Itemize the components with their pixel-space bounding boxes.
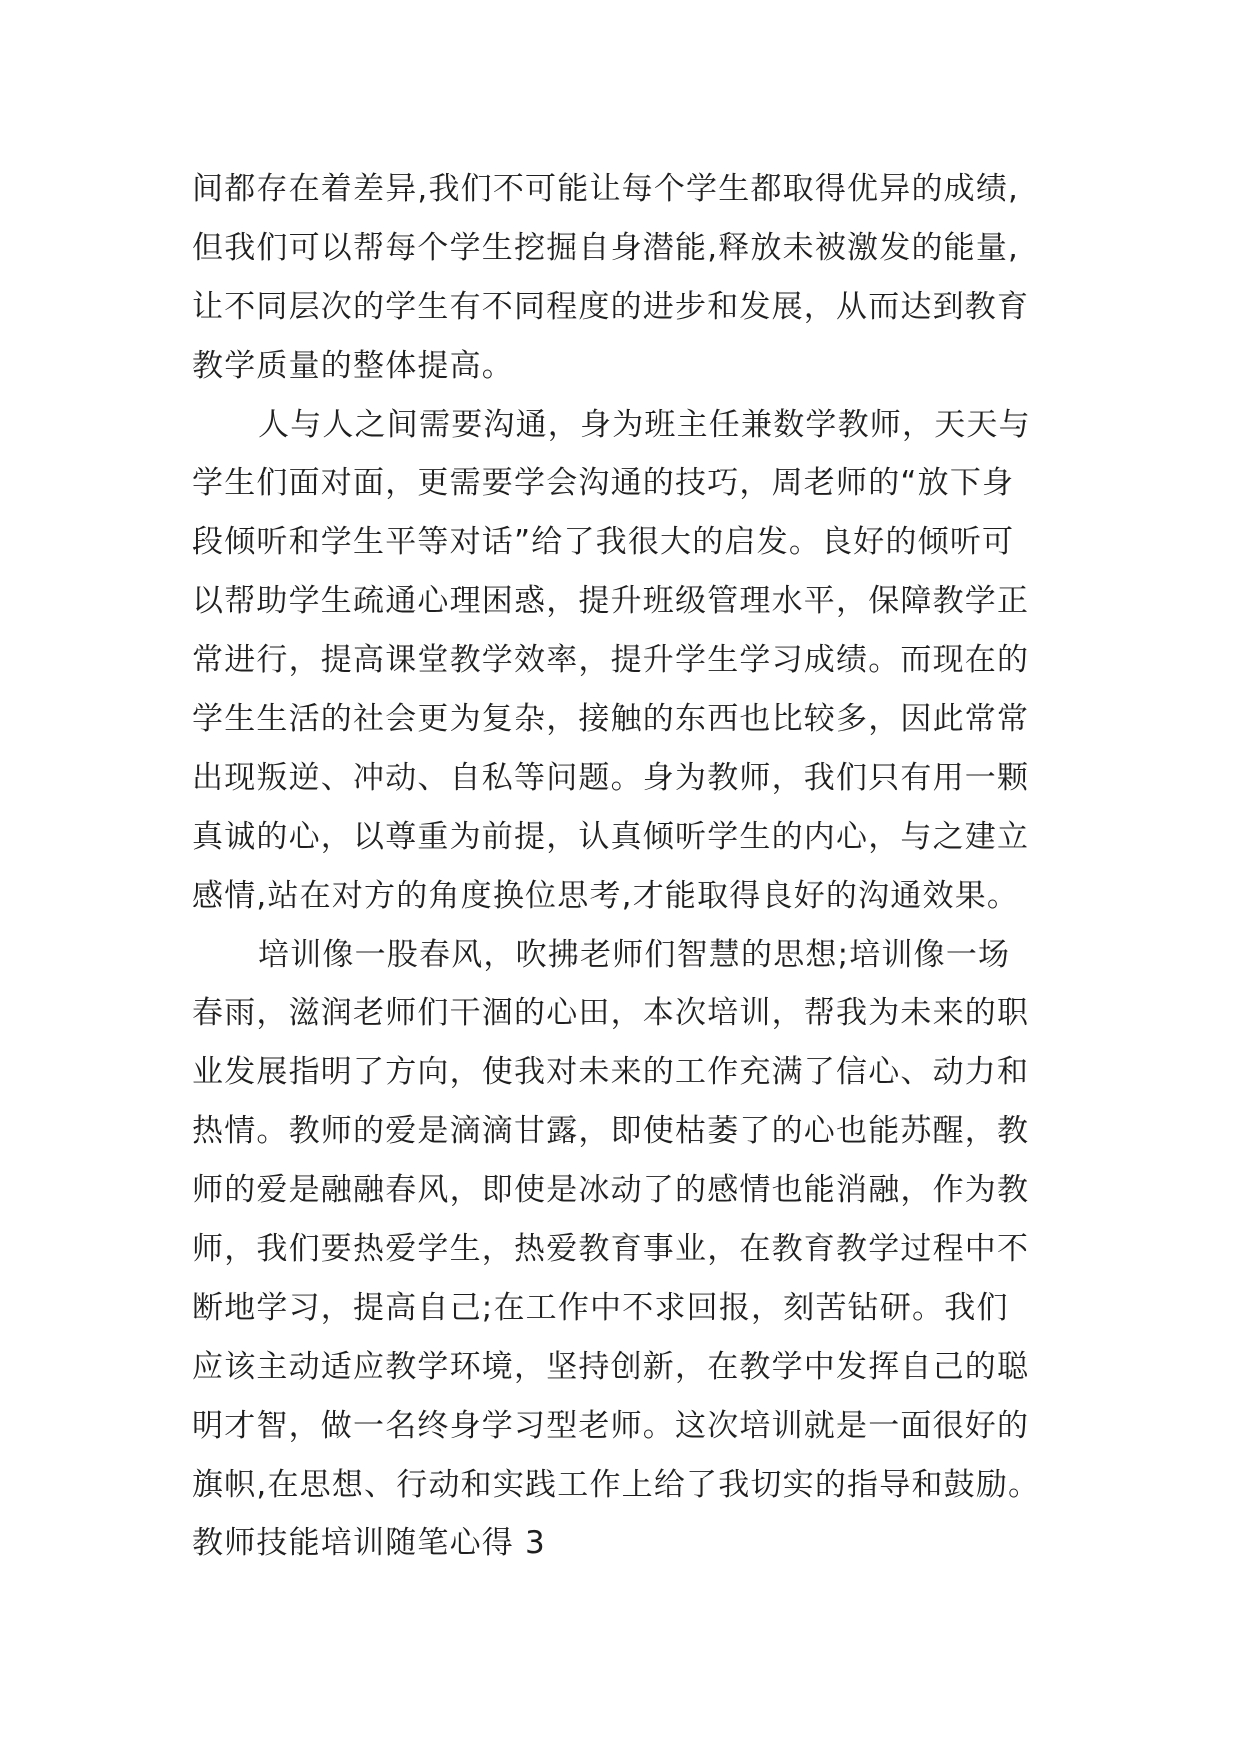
text-line: 但我们可以帮每个学生挖掘自身潜能,释放未被激发的能量, [192, 229, 1020, 266]
text-line: 段倾听和学生平等对话”给了我很大的启发。良好的倾听可 [192, 524, 1015, 561]
text-line: 常进行，提高课堂教学效率，提升学生学习成绩。而现在的 [192, 642, 1030, 679]
text-line: 真诚的心，以尊重为前提，认真倾听学生的内心，与之建立 [192, 818, 1030, 855]
text-line: 应该主动适应教学环境，坚持创新，在教学中发挥自己的聪 [192, 1348, 1030, 1385]
text-line: 断地学习，提高自己;在工作中不求回报，刻苦钻研。我们 [192, 1289, 1009, 1326]
text-line: 春雨，滋润老师们干涸的心田，本次培训，帮我为未来的职 [192, 995, 1030, 1032]
text-line: 业发展指明了方向，使我对未来的工作充满了信心、动力和 [192, 1054, 1030, 1091]
text-line: 师，我们要热爱学生，热爱教育事业，在教育教学过程中不 [192, 1231, 1030, 1268]
paragraph-start-line: 培训像一股春风，吹拂老师们智慧的思想;培训像一场 [258, 936, 1011, 973]
paragraph-start-line: 人与人之间需要沟通，身为班主任兼数学教师，天天与 [258, 406, 1031, 443]
text-line: 以帮助学生疏通心理困惑，提升班级管理水平，保障教学正 [192, 583, 1030, 620]
text-line: 出现叛逆、冲动、自私等问题。身为教师，我们只有用一颗 [192, 759, 1030, 796]
text-line: 明才智，做一名终身学习型老师。这次培训就是一面很好的 [192, 1407, 1030, 1444]
text-line: 间都存在着差异,我们不可能让每个学生都取得优异的成绩, [192, 171, 1020, 207]
text-line: 让不同层次的学生有不同程度的进步和发展，从而达到教育 [192, 288, 1030, 325]
text-line: 热情。教师的爱是滴滴甘露，即使枯萎了的心也能苏醒，教 [192, 1113, 1030, 1150]
text-line: 学生生活的社会更为复杂，接触的东西也比较多，因此常常 [192, 701, 1030, 738]
text-line: 旗帜,在思想、行动和实践工作上给了我切实的指导和鼓励。 [192, 1466, 1041, 1503]
text-line: 教学质量的整体提高。 [192, 347, 514, 384]
section-heading: 教师技能培训随笔心得 3 [192, 1525, 546, 1562]
text-line: 感情,站在对方的角度换位思考,才能取得良好的沟通效果。 [192, 877, 1020, 914]
document-body [192, 160, 1072, 1573]
text-line: 学生们面对面，更需要学会沟通的技巧，周老师的“放下身 [192, 465, 1015, 502]
text-line: 师的爱是融融春风，即使是冰动了的感情也能消融，作为教 [192, 1172, 1030, 1209]
